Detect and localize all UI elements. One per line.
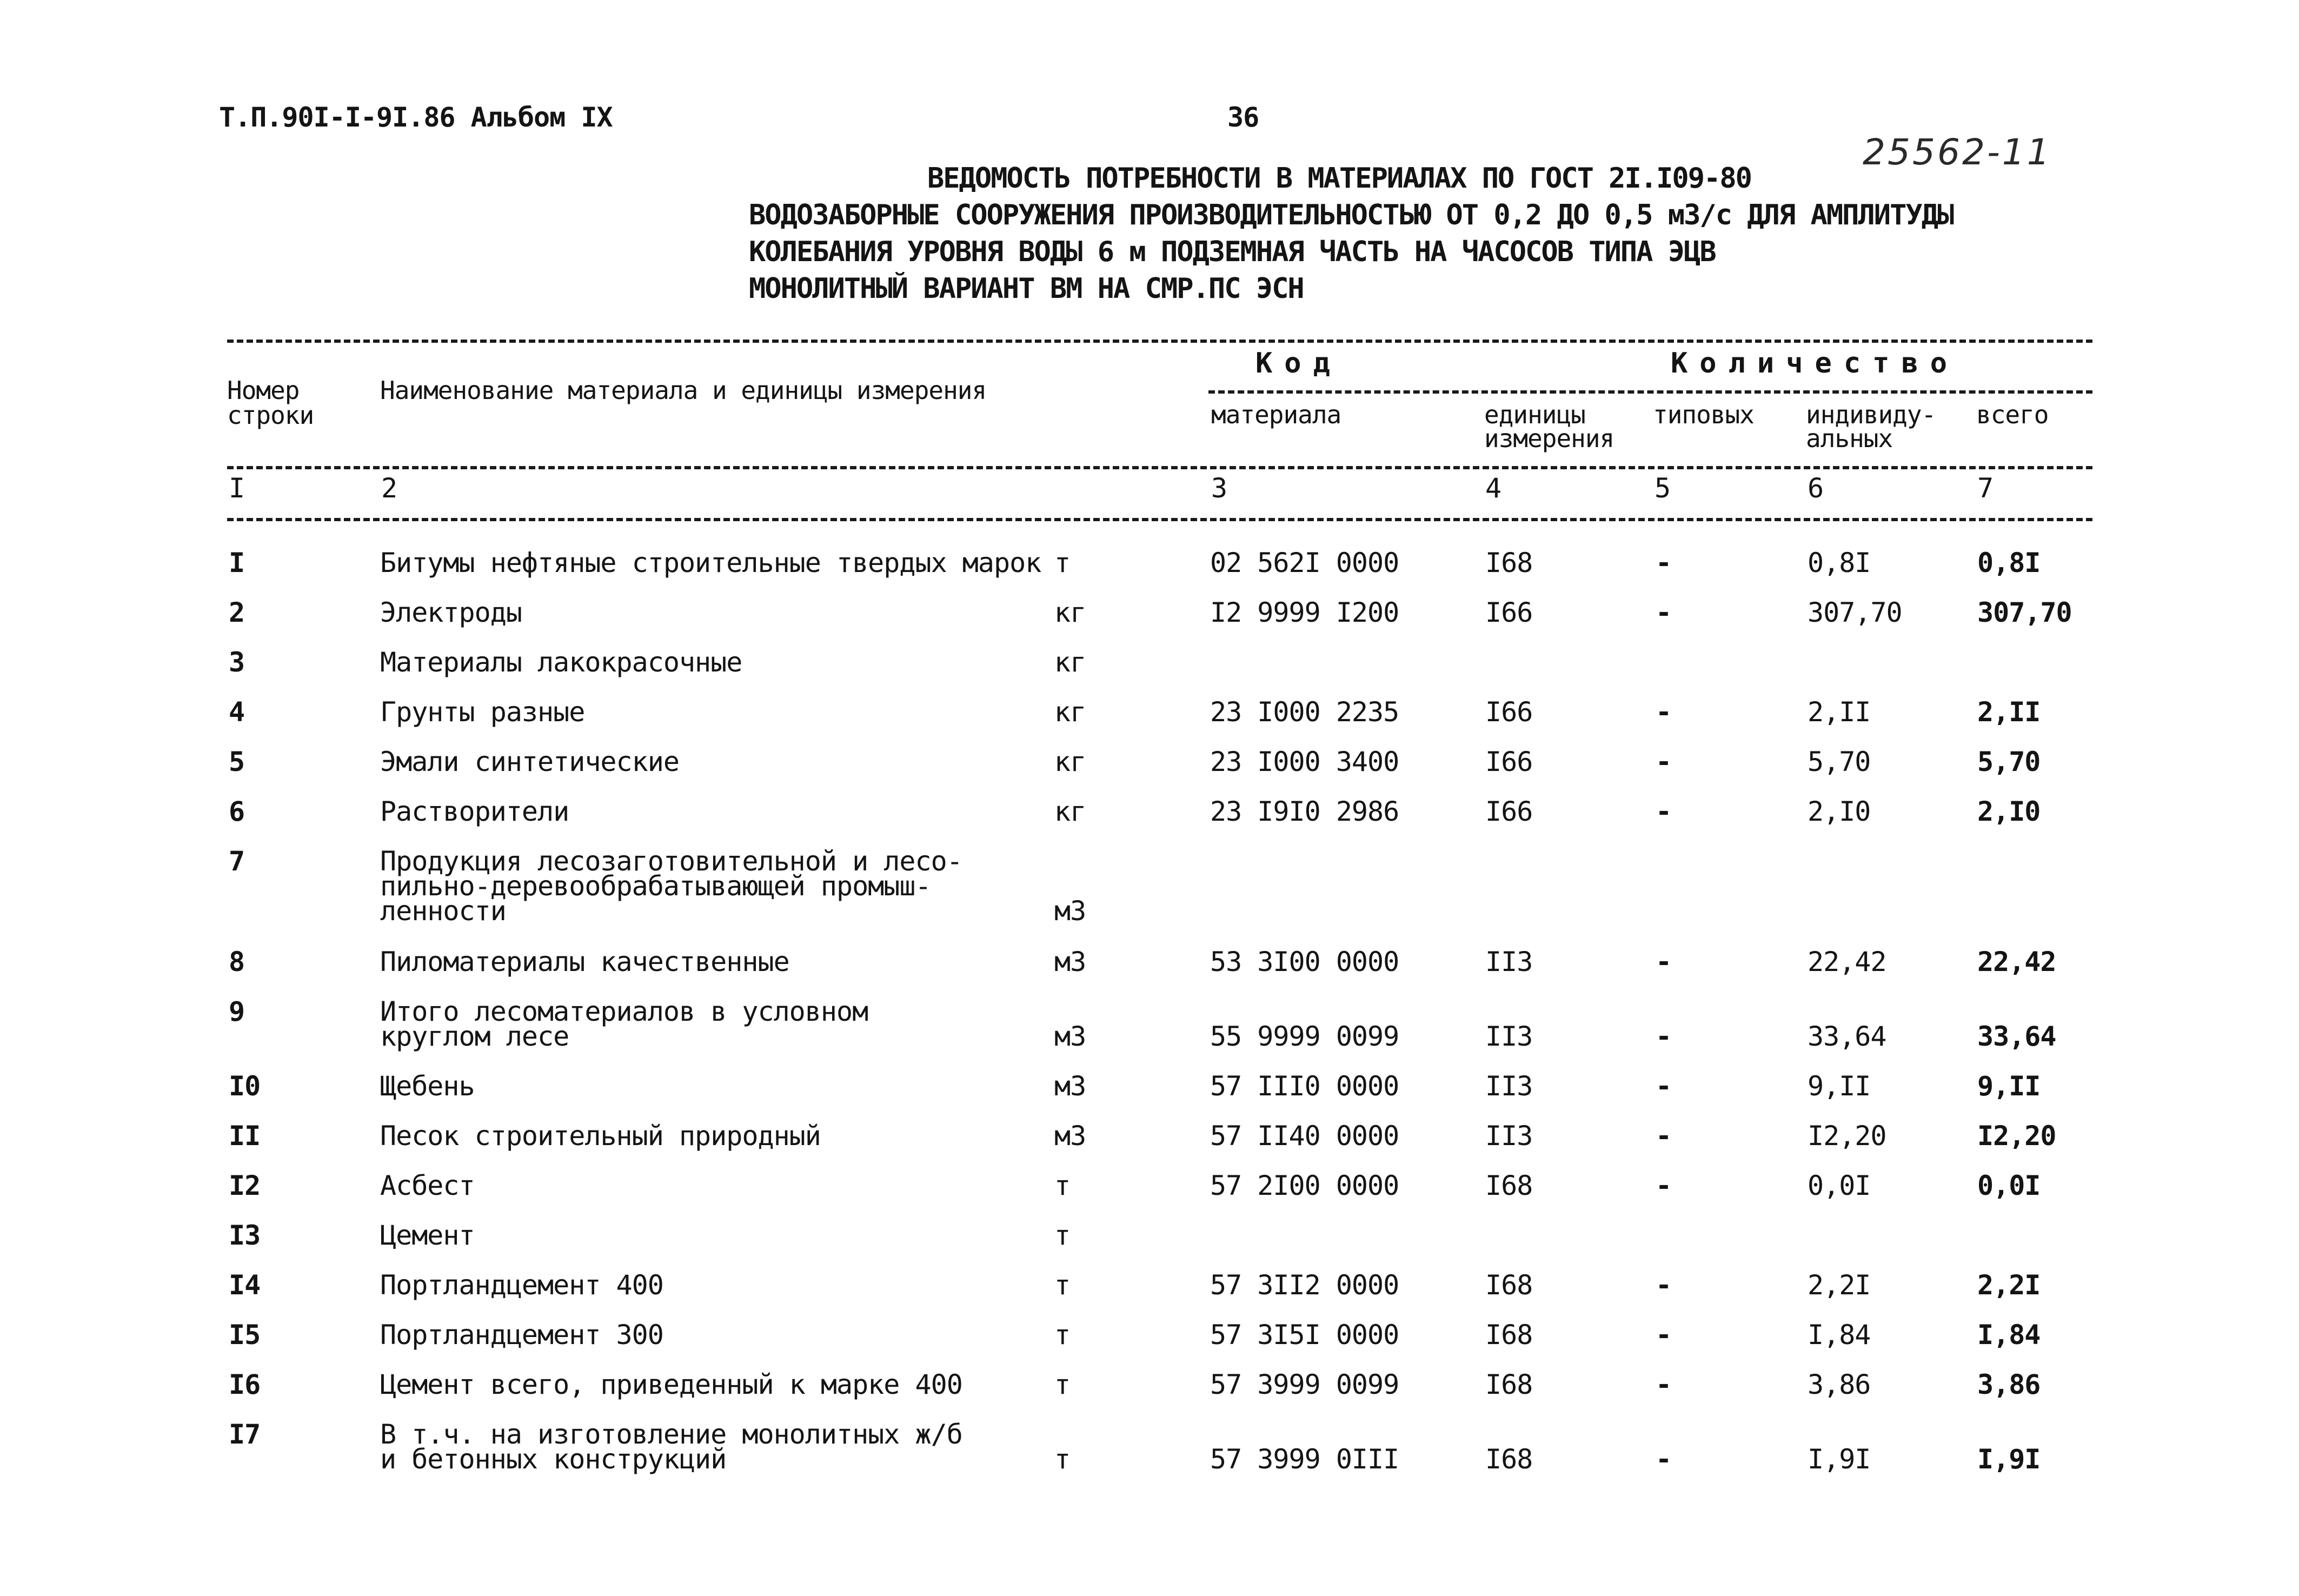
typical-quantity: -: [1656, 746, 1672, 777]
row-number: I5: [229, 1319, 261, 1351]
unit-code: I68: [1485, 1269, 1533, 1301]
unit-label: кг: [1054, 746, 1086, 777]
material-name-line: и бетонных конструкций: [380, 1444, 727, 1475]
material-name-line: Материалы лакокрасочные: [380, 647, 742, 678]
material-name-line: Асбест: [380, 1170, 475, 1201]
header-typical: типовых: [1653, 400, 1754, 429]
unit-code: II3: [1485, 946, 1533, 977]
material-code: 57 II40 0000: [1210, 1120, 1399, 1152]
unit-code: II3: [1485, 1120, 1533, 1152]
typical-quantity: -: [1656, 796, 1672, 827]
material-name-line: круглом лесе: [380, 1021, 569, 1052]
total-quantity: I2,20: [1977, 1120, 2056, 1152]
column-number-5: 5: [1655, 473, 1671, 504]
typical-quantity: -: [1656, 946, 1672, 977]
total-quantity: 307,70: [1977, 597, 2072, 628]
unit-label: т: [1054, 1269, 1071, 1301]
unit-label: кг: [1054, 647, 1086, 678]
material-name-line: Грунты разные: [380, 696, 585, 728]
unit-code: I66: [1485, 597, 1533, 628]
individual-quantity: 2,II: [1808, 696, 1871, 728]
unit-code: I68: [1485, 1170, 1533, 1201]
header-individual-line-1: индивиду-: [1806, 400, 1936, 429]
row-number: 6: [229, 796, 245, 827]
total-quantity: 2,II: [1977, 696, 2041, 728]
material-name-line: Цемент: [380, 1220, 475, 1251]
material-name-line: пильно-деревообрабатывающей промыш-: [380, 870, 931, 902]
header-material-name: Наименование материала и единицы измерения: [380, 376, 987, 405]
unit-code: I66: [1485, 796, 1533, 827]
typical-quantity: -: [1656, 1369, 1672, 1400]
material-code: I2 9999 I200: [1210, 597, 1399, 628]
row-number: 9: [229, 996, 245, 1027]
individual-quantity: 33,64: [1808, 1021, 1886, 1052]
total-quantity: 0,8I: [1977, 547, 2041, 578]
individual-quantity: 307,70: [1808, 597, 1902, 628]
unit-label: м3: [1054, 946, 1086, 977]
header-row-number-line-1: Номер: [227, 376, 300, 405]
title-line-4: МОНОЛИТНЫЙ ВАРИАНТ ВМ НА СМР.ПС ЭСН: [749, 272, 1304, 305]
individual-quantity: 0,8I: [1808, 547, 1871, 578]
row-number: I6: [229, 1369, 261, 1400]
header-bottom-divider: [227, 518, 2092, 521]
header-code-group: Код: [1255, 347, 1342, 380]
row-number: 3: [229, 647, 245, 678]
unit-label: кг: [1054, 696, 1086, 728]
unit-code: I68: [1485, 1369, 1533, 1400]
material-name-line: В т.ч. на изготовление монолитных ж/б: [380, 1419, 962, 1450]
typical-quantity: -: [1656, 1444, 1672, 1475]
material-name-line: Продукция лесозаготовительной и лесо-: [380, 846, 962, 877]
header-row-number-line-2: строки: [227, 401, 314, 430]
typical-quantity: -: [1656, 1269, 1672, 1301]
row-number: 2: [229, 597, 245, 628]
material-name-line: Растворители: [380, 796, 569, 827]
typical-quantity: -: [1656, 547, 1672, 578]
material-name-line: Электроды: [380, 597, 522, 628]
header-sub-divider: [1208, 390, 2092, 394]
individual-quantity: I,9I: [1808, 1444, 1871, 1475]
row-number: I3: [229, 1220, 261, 1251]
row-number: 7: [229, 846, 245, 877]
typical-quantity: -: [1656, 1021, 1672, 1052]
material-name-line: Портландцемент 300: [380, 1319, 663, 1351]
title-line-2: ВОДОЗАБОРНЫЕ СООРУЖЕНИЯ ПРОИЗВОДИТЕЛЬНОСТЬЮ ОТ 0,2 ДО 0,5 м3/с ДЛЯ АМПЛИТУДЫ: [749, 199, 1954, 231]
column-number-4: 4: [1485, 473, 1501, 504]
column-number-2: 2: [381, 473, 397, 504]
material-code: 23 I9I0 2986: [1210, 796, 1399, 827]
unit-code: II3: [1485, 1070, 1533, 1102]
column-number-6: 6: [1808, 473, 1824, 504]
individual-quantity: 0,0I: [1808, 1170, 1871, 1201]
header-top-divider: [227, 340, 2092, 343]
material-name-line: Итого лесоматериалов в условном: [380, 996, 868, 1027]
individual-quantity: I,84: [1808, 1319, 1871, 1351]
typical-quantity: -: [1656, 1170, 1672, 1201]
material-code: 57 3999 0099: [1210, 1369, 1399, 1400]
header-unit-code-line-1: единицы: [1484, 400, 1585, 429]
row-number: I2: [229, 1170, 261, 1201]
total-quantity: 33,64: [1977, 1021, 2056, 1052]
individual-quantity: 2,2I: [1808, 1269, 1871, 1301]
header-quantity-group: Количество: [1671, 347, 1959, 380]
header-total: всего: [1976, 400, 2049, 429]
total-quantity: 3,86: [1977, 1369, 2041, 1400]
title-line-3: КОЛЕБАНИЯ УРОВНЯ ВОДЫ 6 м ПОДЗЕМНАЯ ЧАСТЬ НА ЧАСОСОВ ТИПА ЭЦВ: [749, 236, 1716, 268]
unit-label: т: [1054, 1170, 1071, 1201]
page-number: 36: [1227, 102, 1259, 133]
unit-code: I66: [1485, 746, 1533, 777]
unit-label: т: [1054, 1220, 1071, 1251]
unit-code: I66: [1485, 696, 1533, 728]
unit-code: I68: [1485, 547, 1533, 578]
material-name-line: ленности: [380, 895, 506, 927]
unit-code: I68: [1485, 1319, 1533, 1351]
typical-quantity: -: [1656, 597, 1672, 628]
total-quantity: 5,70: [1977, 746, 2041, 777]
material-code: 57 2I00 0000: [1210, 1170, 1399, 1201]
unit-label: м3: [1054, 1120, 1086, 1152]
row-number: I4: [229, 1269, 261, 1301]
total-quantity: 2,2I: [1977, 1269, 2041, 1301]
unit-code: II3: [1485, 1021, 1533, 1052]
title-line-1: ВЕДОМОСТЬ ПОТРЕБНОСТИ В МАТЕРИАЛАХ ПО ГОСТ 2I.I09-80: [927, 162, 1751, 195]
unit-label: т: [1054, 1369, 1071, 1400]
individual-quantity: 2,I0: [1808, 796, 1871, 827]
typical-quantity: -: [1656, 1319, 1672, 1351]
material-name-line: Эмали синтетические: [380, 746, 679, 777]
material-code: 23 I000 2235: [1210, 696, 1399, 728]
individual-quantity: 5,70: [1808, 746, 1871, 777]
unit-label: кг: [1054, 796, 1086, 827]
total-quantity: 9,II: [1977, 1070, 2041, 1102]
header-unit-code-line-2: измерения: [1484, 424, 1614, 453]
document-reference: Т.П.90I-I-9I.86 Альбом IX: [219, 102, 613, 133]
header-individual-line-2: альных: [1806, 424, 1893, 453]
material-code: 23 I000 3400: [1210, 746, 1399, 777]
row-number: I7: [229, 1419, 261, 1450]
material-name-line: Битумы нефтяные строительные твердых марок: [380, 547, 1041, 578]
row-number: I: [229, 547, 245, 578]
column-number-7: 7: [1977, 473, 1994, 504]
unit-label: т: [1054, 547, 1071, 578]
material-name-line: Пиломатериалы качественные: [380, 946, 789, 977]
material-name-line: Песок строительный природный: [380, 1120, 821, 1152]
unit-label: кг: [1054, 597, 1086, 628]
row-number: 8: [229, 946, 245, 977]
total-quantity: I,84: [1977, 1319, 2041, 1351]
material-code: 57 3999 0III: [1210, 1444, 1399, 1475]
column-number-1: I: [229, 473, 245, 504]
typical-quantity: -: [1656, 1120, 1672, 1152]
row-number: 5: [229, 746, 245, 777]
row-number: II: [229, 1120, 261, 1152]
unit-code: I68: [1485, 1444, 1533, 1475]
material-code: 02 562I 0000: [1210, 547, 1399, 578]
material-code: 57 3I5I 0000: [1210, 1319, 1399, 1351]
individual-quantity: 9,II: [1808, 1070, 1871, 1102]
individual-quantity: I2,20: [1808, 1120, 1886, 1152]
typical-quantity: -: [1656, 696, 1672, 728]
total-quantity: 2,I0: [1977, 796, 2041, 827]
total-quantity: I,9I: [1977, 1444, 2041, 1475]
typical-quantity: -: [1656, 1070, 1672, 1102]
individual-quantity: 22,42: [1808, 946, 1886, 977]
header-material-code: материала: [1211, 400, 1341, 429]
handwritten-number: 25562-11: [1863, 131, 2052, 173]
unit-label: м3: [1054, 895, 1086, 927]
header-mid-divider: [227, 466, 2092, 469]
material-name-line: Портландцемент 400: [380, 1269, 663, 1301]
row-number: 4: [229, 696, 245, 728]
total-quantity: 22,42: [1977, 946, 2056, 977]
individual-quantity: 3,86: [1808, 1369, 1871, 1400]
total-quantity: 0,0I: [1977, 1170, 2041, 1201]
unit-label: м3: [1054, 1021, 1086, 1052]
material-name-line: Цемент всего, приведенный к марке 400: [380, 1369, 962, 1400]
material-name-line: Щебень: [380, 1070, 475, 1102]
unit-label: т: [1054, 1444, 1071, 1475]
material-code: 53 3I00 0000: [1210, 946, 1399, 977]
material-code: 55 9999 0099: [1210, 1021, 1399, 1052]
material-code: 57 3II2 0000: [1210, 1269, 1399, 1301]
unit-label: т: [1054, 1319, 1071, 1351]
row-number: I0: [229, 1070, 261, 1102]
material-code: 57 III0 0000: [1210, 1070, 1399, 1102]
column-number-3: 3: [1211, 473, 1227, 504]
unit-label: м3: [1054, 1070, 1086, 1102]
